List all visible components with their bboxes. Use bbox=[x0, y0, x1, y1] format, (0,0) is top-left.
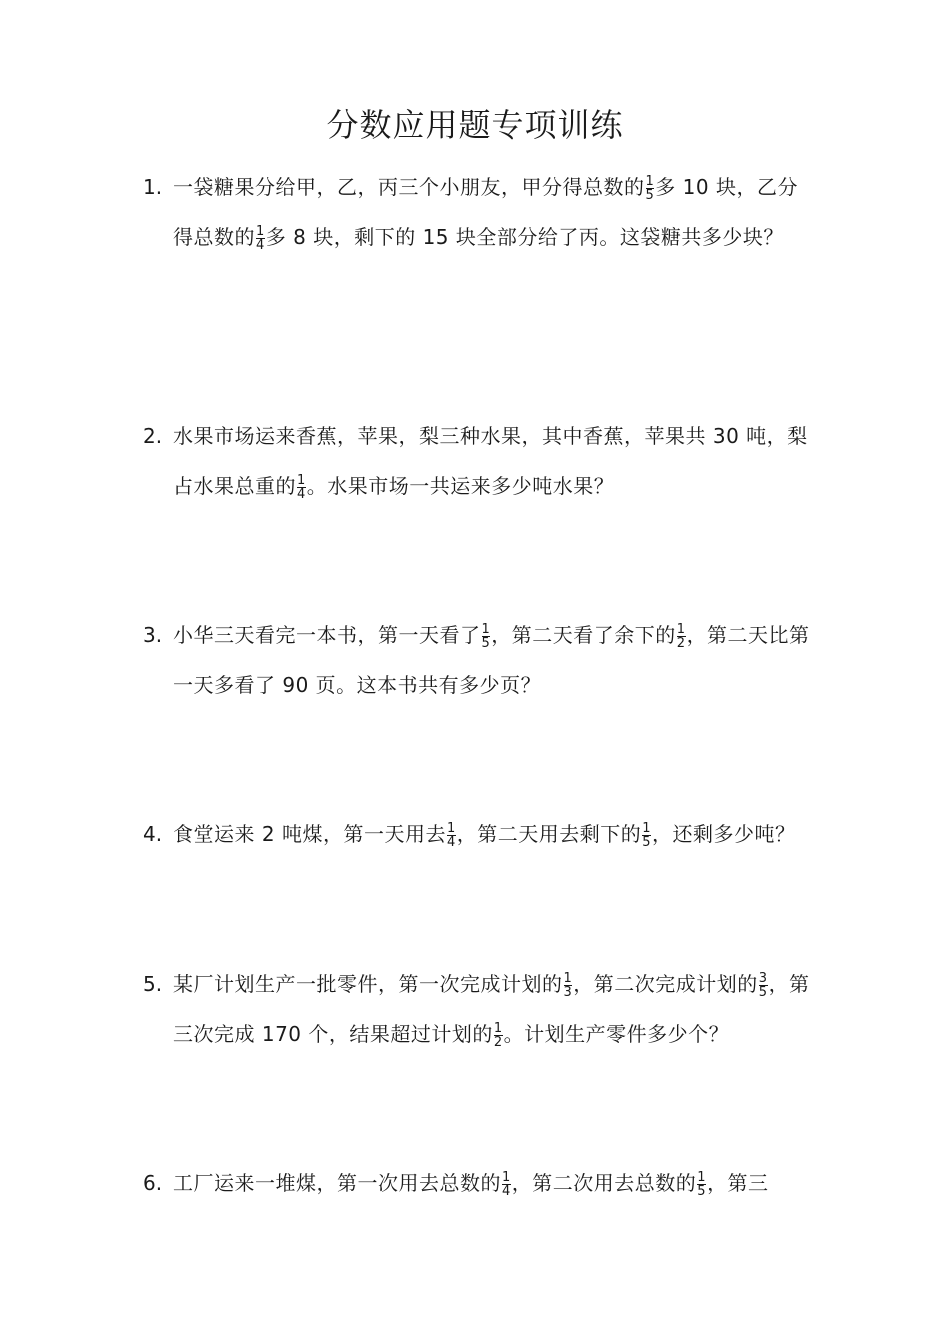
text-run: 。水果市场一共运来多少吨水果？ bbox=[306, 474, 615, 498]
fraction bbox=[447, 822, 456, 849]
fraction-denominator: 4 bbox=[502, 1184, 511, 1199]
fraction bbox=[502, 1171, 511, 1198]
fraction-numerator: 1 bbox=[676, 622, 686, 637]
problem-6 bbox=[143, 1158, 813, 1208]
text-run: 某厂计划生产一批零件，第一次完成计划的 bbox=[173, 972, 563, 996]
fraction-denominator: 4 bbox=[297, 487, 306, 502]
fraction-denominator: 2 bbox=[676, 636, 686, 651]
text-run: ，第三 bbox=[707, 1171, 769, 1195]
fraction-numerator: 1 bbox=[256, 224, 265, 239]
problem-text bbox=[173, 162, 813, 262]
text-run: 水果市场运来香蕉，苹果，梨三种水果，其中香蕉，苹果共 30 吨，梨占水果总重的 bbox=[173, 424, 808, 498]
text-run: ，第二次完成计划的 bbox=[573, 972, 758, 996]
fraction bbox=[256, 225, 265, 252]
problem-number: 4. bbox=[143, 822, 163, 846]
fraction-numerator: 1 bbox=[697, 1170, 707, 1185]
fraction-numerator: 1 bbox=[446, 821, 456, 836]
page-title: 分数应用题专项训练 bbox=[326, 106, 624, 144]
text-run: 。计划生产零件多少个？ bbox=[503, 1022, 730, 1046]
text-run: 工厂运来一堆煤，第一次用去总数的 bbox=[173, 1171, 501, 1195]
text-run: 小华三天看完一本书，第一天看了 bbox=[173, 623, 481, 647]
fraction bbox=[646, 175, 655, 202]
text-run: 一袋糖果分给甲，乙，丙三个小朋友，甲分得总数的 bbox=[173, 175, 645, 199]
fraction-numerator: 1 bbox=[481, 622, 491, 637]
fraction-denominator: 3 bbox=[563, 985, 573, 1000]
problem-text bbox=[173, 809, 813, 859]
fraction bbox=[494, 1022, 503, 1049]
problem-text bbox=[173, 610, 813, 710]
fraction bbox=[642, 822, 651, 849]
fraction-numerator: 1 bbox=[645, 174, 655, 189]
fraction-numerator: 1 bbox=[502, 1170, 511, 1185]
problem-number: 5. bbox=[143, 972, 163, 996]
fraction-numerator: 3 bbox=[758, 971, 768, 986]
fraction-denominator: 5 bbox=[758, 985, 768, 1000]
text-run: ，第二天看了余下的 bbox=[491, 623, 676, 647]
text-run: ，第二天用去剩下的 bbox=[456, 822, 642, 846]
fraction-numerator: 1 bbox=[563, 971, 573, 986]
text-run: ，第三次完成 170 个，结果超过计划的 bbox=[173, 972, 810, 1046]
text-run: 多 10 块，乙分得总数的 bbox=[173, 175, 798, 249]
text-run: ，还剩多少吨？ bbox=[652, 822, 796, 846]
problem-text bbox=[173, 411, 813, 511]
fraction bbox=[482, 623, 491, 650]
problem-3 bbox=[143, 610, 813, 710]
problem-4 bbox=[143, 809, 813, 859]
problem-number: 6. bbox=[143, 1171, 163, 1195]
fraction-denominator: 5 bbox=[645, 188, 655, 203]
problem-1 bbox=[143, 162, 813, 262]
text-run: ，第二次用去总数的 bbox=[511, 1171, 697, 1195]
problem-5 bbox=[143, 959, 813, 1059]
fraction-numerator: 1 bbox=[493, 1021, 503, 1036]
fraction bbox=[759, 972, 768, 999]
text-run: 多 8 块，剩下的 15 块全部分给了丙。这袋糖共多少块？ bbox=[265, 225, 784, 249]
problem-2 bbox=[143, 411, 813, 511]
fraction-denominator: 4 bbox=[256, 238, 265, 253]
problem-text bbox=[173, 959, 813, 1059]
fraction-denominator: 4 bbox=[446, 835, 456, 850]
fraction-numerator: 1 bbox=[297, 473, 306, 488]
fraction-denominator: 5 bbox=[642, 835, 652, 850]
fraction-denominator: 5 bbox=[697, 1184, 707, 1199]
text-run: 食堂运来 2 吨煤，第一天用去 bbox=[173, 822, 446, 846]
fraction-denominator: 5 bbox=[481, 636, 491, 651]
problem-number: 2. bbox=[143, 424, 163, 448]
fraction-numerator: 1 bbox=[642, 821, 652, 836]
problem-number: 3. bbox=[143, 623, 163, 647]
fraction bbox=[297, 474, 306, 501]
fraction bbox=[677, 623, 686, 650]
fraction bbox=[697, 1171, 706, 1198]
problem-number: 1. bbox=[143, 175, 163, 199]
problem-text bbox=[173, 1158, 813, 1208]
text-run: ，第二天比第一天多看了 90 页。这本书共有多少页？ bbox=[173, 623, 810, 697]
fraction bbox=[564, 972, 573, 999]
fraction-denominator: 2 bbox=[493, 1035, 503, 1050]
